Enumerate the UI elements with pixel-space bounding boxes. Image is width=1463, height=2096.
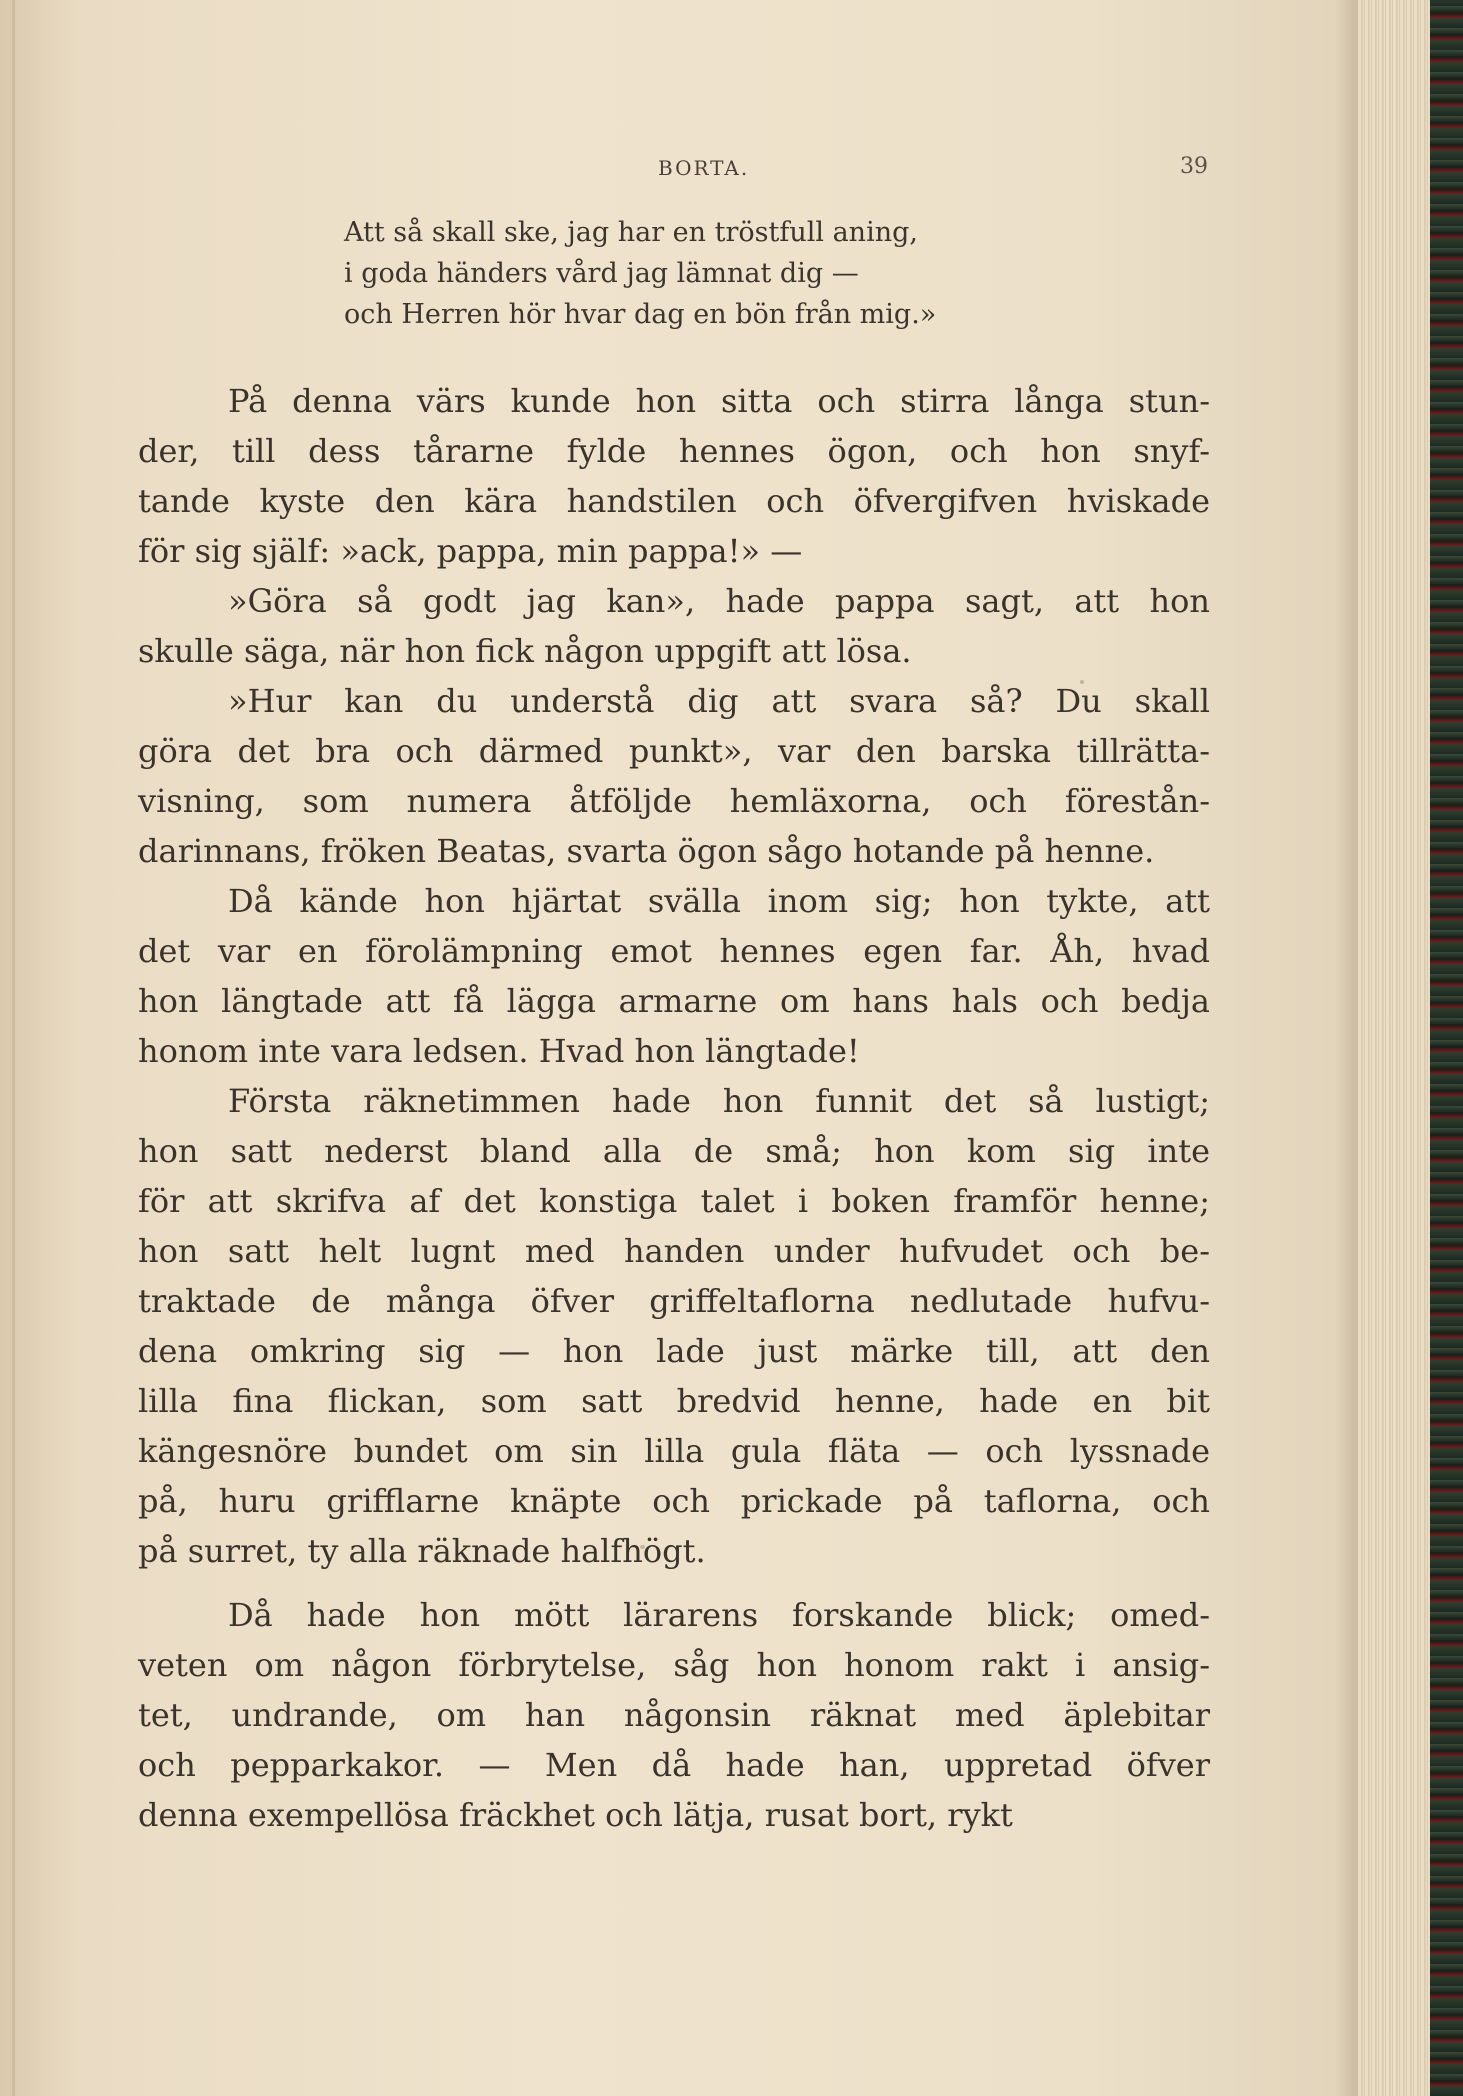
text-line: tande kyste den kära handstilen och öfvergifven hviskade <box>138 482 1210 520</box>
text-line: der, till dess tårarne fylde hennes ögon, och hon snyf- <box>138 432 1210 470</box>
text-line: Då kände hon hjärtat svälla inom sig; hon tykte, att <box>228 882 1210 920</box>
poem-line: och Herren hör hvar dag en bön från mig.» <box>344 299 937 330</box>
paper-speck <box>1080 680 1084 684</box>
text-line: för att skrifva af det konstiga talet i boken framför henne; <box>138 1182 1210 1220</box>
text-line: denna exempellösa fräckhet och lätja, rusat bort, rykt <box>138 1796 1013 1834</box>
page-header <box>0 156 1355 186</box>
paragraph-gap <box>138 1576 1210 1590</box>
text-line: På denna värs kunde hon sitta och stirra långa stun- <box>228 382 1210 420</box>
paragraph <box>138 376 1210 576</box>
page-fold-line <box>12 0 15 2096</box>
paragraph <box>138 576 1210 676</box>
paragraph <box>138 876 1210 1076</box>
text-line: »Hur kan du understå dig att svara så? Du skall <box>228 682 1210 720</box>
text-line: traktade de många öfver griffeltaflorna nedlutade hufvu- <box>138 1282 1210 1320</box>
book-cover-edge <box>1430 0 1463 2096</box>
text-line: dena omkring sig — hon lade just märke till, att den <box>138 1332 1210 1370</box>
text-line: hon längtade att få lägga armarne om hans hals och bedja <box>138 982 1210 1020</box>
text-line: veten om någon förbrytelse, såg hon honom rakt i ansig- <box>138 1646 1210 1684</box>
text-line: det var en förolämpning emot hennes egen far. Åh, hvad <box>138 932 1210 970</box>
paragraph <box>138 1590 1210 1840</box>
page-number: 39 <box>1180 154 1208 179</box>
text-line: hon satt helt lugnt med handen under hufvudet och be- <box>138 1232 1210 1270</box>
text-line: Första räknetimmen hade hon funnit det så lustigt; <box>228 1082 1210 1120</box>
running-head: BORTA. <box>658 156 750 180</box>
text-line: och pepparkakor. — Men då hade han, uppretad öfver <box>138 1746 1210 1784</box>
text-line: för sig själf: »ack, pappa, min pappa!» — <box>138 532 803 570</box>
poem-line: i goda händers vård jag lämnat dig — <box>344 258 859 289</box>
text-line: tet, undrande, om han någonsin räknat med äplebitar <box>138 1696 1210 1734</box>
body-text <box>138 376 1210 1840</box>
text-line: göra det bra och därmed punkt», var den barska tillrätta- <box>138 732 1210 770</box>
text-line: Då hade hon mött lärarens forskande blick; omed- <box>228 1596 1210 1634</box>
text-line: skulle säga, när hon fick någon uppgift att lösa. <box>138 632 912 670</box>
text-line: kängesnöre bundet om sin lilla gula fläta — och lyssnade <box>138 1432 1210 1470</box>
paragraph <box>138 1076 1210 1576</box>
text-line: visning, som numera åtföljde hemläxorna, och förestån- <box>138 782 1210 820</box>
paragraph <box>138 676 1210 876</box>
text-line: lilla fina flickan, som satt bredvid henne, hade en bit <box>138 1382 1210 1420</box>
poem-line: Att så skall ske, jag har en tröstfull aning, <box>344 217 918 248</box>
page-edges <box>1358 0 1430 2096</box>
poem-stanza <box>344 212 936 335</box>
text-line: på, huru grifflarne knäpte och prickade på taflorna, och <box>138 1482 1210 1520</box>
text-line: hon satt nederst bland alla de små; hon kom sig inte <box>138 1132 1210 1170</box>
text-line: på surret, ty alla räknade halfhögt. <box>138 1532 706 1570</box>
text-line: »Göra så godt jag kan», hade pappa sagt, att hon <box>228 582 1210 620</box>
paper-speck <box>640 1545 645 1549</box>
text-line: honom inte vara ledsen. Hvad hon längtade! <box>138 1032 860 1070</box>
text-line: darinnans, fröken Beatas, svarta ögon sågo hotande på henne. <box>138 832 1155 870</box>
